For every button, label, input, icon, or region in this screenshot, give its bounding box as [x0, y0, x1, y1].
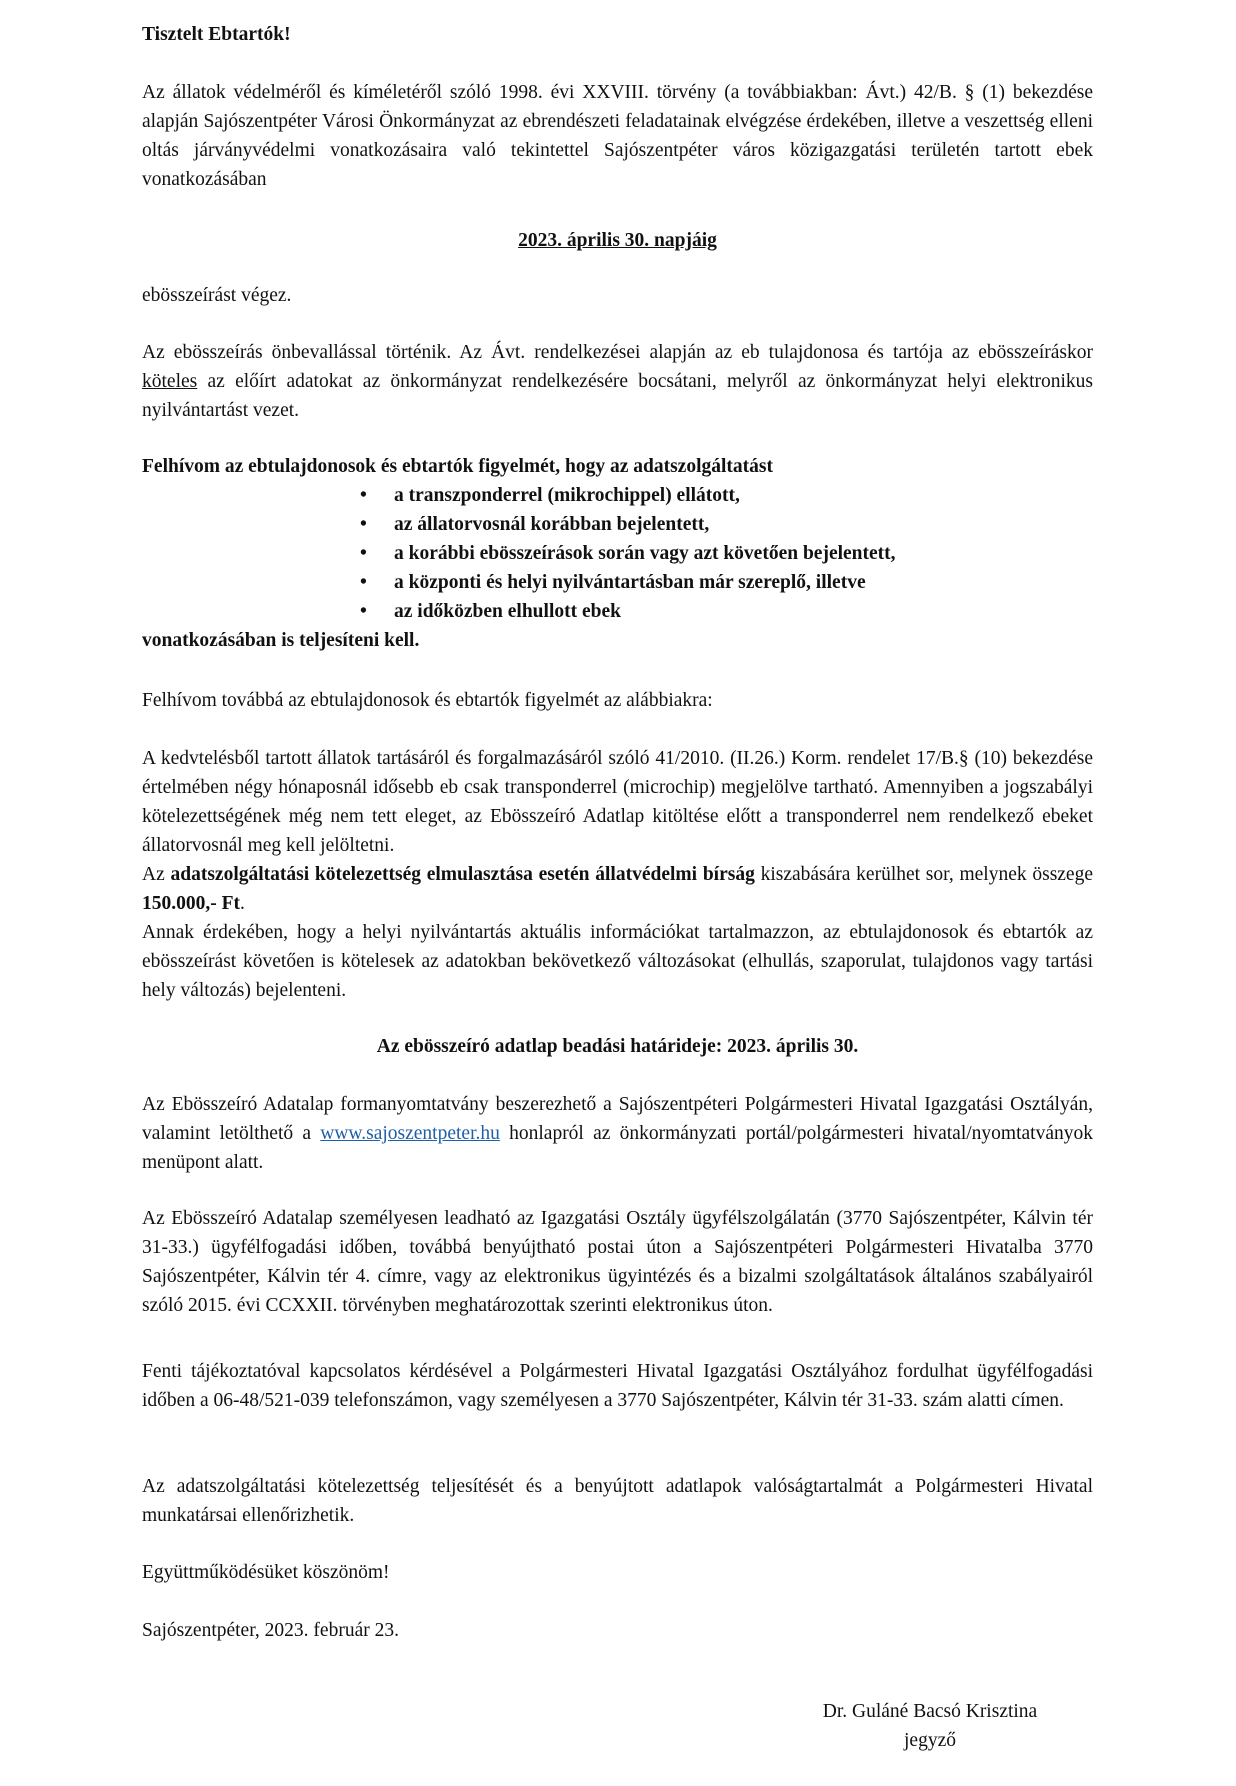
deadline-heading: 2023. április 30. napjáig: [518, 230, 717, 251]
fine-amount: 150.000,- Ft: [142, 893, 241, 914]
intro-paragraph: Az állatok védelméről és kíméletéről szóló 1998. évi XXVIII. törvény (a továbbiakban: Ávt.) 42/B. § (1) bekezdése alapján Sajószentpéter Városi Önkormányzat az ebrendészeti feladatainak elvégzése érdekében, illetve a veszettség elleni oltás járványvédelmi vonatkozásaira való tekintettel Sajószentpéter város közigazgatási területén tartott ebek vonatkozásában: [142, 82, 1093, 190]
bullet-icon: •: [360, 572, 367, 593]
thanks-line: Együttműködésüket köszönöm!: [142, 1562, 390, 1583]
attention-tail: vonatkozásában is teljesíteni kell.: [142, 630, 420, 651]
further-attention: Felhívom továbbá az ebtulajdonosok és ebtartók figyelmét az alábbiakra:: [142, 690, 713, 711]
list-item: • a korábbi ebösszeírások során vagy azt követően bejelentett,: [394, 539, 1093, 568]
census-line: ebösszeírást végez.: [142, 285, 292, 306]
verification-paragraph: Az adatszolgáltatási kötelezettség teljesítését és a benyújtott adatlapok valóságtartalmát a Polgármesteri Hivatal munkatársai ellenőrizhetik.: [142, 1476, 1093, 1526]
website-link[interactable]: www.sajoszentpeter.hu: [320, 1123, 500, 1144]
bullet-icon: •: [360, 543, 367, 564]
submission-deadline: Az ebösszeíró adatlap beadási határideje: 2023. április 30.: [376, 1036, 859, 1057]
list-item: • az állatorvosnál korábban bejelentett,: [394, 510, 1093, 539]
changes-paragraph: Annak érdekében, hogy a helyi nyilvántartás aktuális információkat tartalmazzon, az ebtulajdonosok és ebtartók az ebösszeírást követően is kötelesek az adatokban bekövetkező változásokat (elhullás, szaporulat, tulajdonos vagy tartási hely változás) bejelenteni.: [142, 922, 1093, 1001]
submission-ways-paragraph: Az Ebösszeíró Adatalap személyesen leadható az Igazgatási Osztály ügyfélszolgálatán (3770 Sajószentpéter, Kálvin tér 31-33.) ügyfélfogadási időben, továbbá benyújtható postai úton a Sajószentpéteri Polgármesteri Hivatalba 3770 Sajószentpéter, Kálvin tér 4. címre, vagy az elektronikus ügyintézés és a bizalmi szolgáltatások általános szabályairól szóló 2015. évi CCXXII. törvényben meghatározottak szerinti elektronikus úton.: [142, 1208, 1093, 1316]
dog-category-list: [142, 481, 1093, 626]
fine-bold: adatszolgáltatási kötelezettség elmulasztása esetén állatvédelmi bírság: [170, 864, 755, 885]
obligation-underlined: köteles: [142, 371, 198, 392]
list-item: • az időközben elhullott ebek: [394, 597, 1093, 626]
signatory-title: jegyző: [904, 1730, 956, 1751]
bullet-icon: •: [360, 601, 367, 622]
signatory-name: Dr. Guláné Bacsó Krisztina: [822, 1701, 1038, 1722]
bullet-icon: •: [360, 485, 367, 506]
greeting: Tisztelt Ebtartók!: [142, 24, 291, 45]
contact-paragraph: Fenti tájékoztatóval kapcsolatos kérdésével a Polgármesteri Hivatal Igazgatási Osztályához fordulhat ügyfélfogadási időben a 06-48/521-039 telefonszámon, vagy személyesen a 3770 Sajószentpéter, Kálvin tér 31-33. szám alatti címen.: [142, 1361, 1093, 1411]
fine-paragraph: Az adatszolgáltatási kötelezettség elmulasztása esetén állatvédelmi bírság kiszabására kerülhet sor, melynek összege 150.000,- Ft.: [142, 864, 1093, 914]
regulation-block: [142, 744, 1093, 1005]
list-item: • a központi és helyi nyilvántartásban már szereplő, illetve: [394, 568, 1093, 597]
signature-block: [790, 1697, 1070, 1755]
attention-lead: Felhívom az ebtulajdonosok és ebtartók figyelmét, hogy az adatszolgáltatást: [142, 456, 773, 477]
place-date: Sajószentpéter, 2023. február 23.: [142, 1620, 399, 1641]
list-item: • a transzponderrel (mikrochippel) ellátott,: [394, 481, 1093, 510]
bullet-icon: •: [360, 514, 367, 535]
regulation-paragraph: A kedvtelésből tartott állatok tartásáról és forgalmazásáról szóló 41/2010. (II.26.) Korm. rendelet 17/B.§ (10) bekezdése értelmében négy hónaposnál idősebb eb csak transponderrel (microchip) megjelölve tartható. Amennyiben a jogszabályi kötelezettségének még nem tett eleget, az Ebösszeíró Adatlap kitöltése előtt a transponderrel nem rendelkező ebeket állatorvosnál meg kell jelöltetni.: [142, 748, 1093, 856]
self-declaration-paragraph: Az ebösszeírás önbevallással történik. Az Ávt. rendelkezései alapján az eb tulajdonosa és tartója az ebösszeíráskor köteles az előírt adatokat az önkormányzat rendelkezésére bocsátani, melyről az önkormányzat helyi elektronikus nyilvántartást vezet.: [142, 342, 1093, 421]
attention-block: [142, 452, 1093, 655]
form-source-paragraph: Az Ebösszeíró Adatalap formanyomtatvány beszerezhető a Sajószentpéteri Polgármesteri Hivatal Igazgatási Osztályán, valamint letölthető a www.sajoszentpeter.hu honlapról az önkormányzati portál/polgármesteri hivatal/nyomtatványok menüpont alatt.: [142, 1094, 1093, 1173]
